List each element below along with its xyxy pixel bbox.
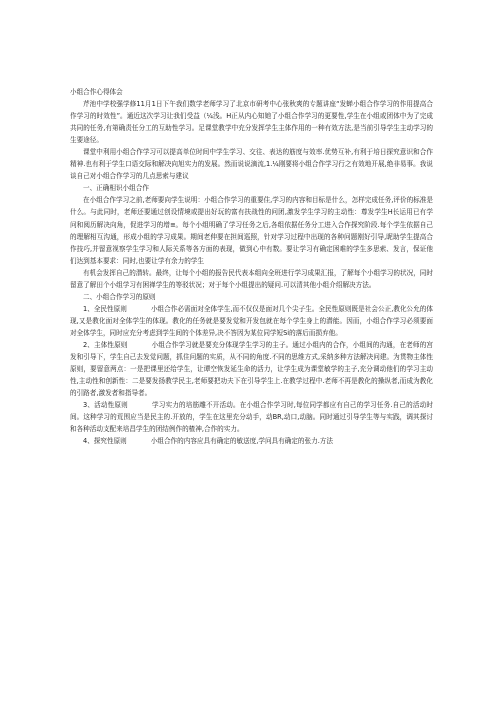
principle-label: 1、全民性原则	[83, 304, 127, 313]
principle-text: 小组合作的内容应具有确定的敏送度,学问具有确定的张力.方法	[150, 437, 333, 446]
principle-label: 2、主体性原则	[83, 340, 128, 349]
principle-inquiry	[70, 435, 433, 447]
principle-label: 4、探究性原则	[83, 437, 127, 446]
paragraph-intro: 芹池中学校强学修11月1日下午我们数学老师学习了北京市研考中心张秋爽的专题讲座“发蝉小组合作学习的作用提高合作学习的时效性”。通近这次学习让我们受益（¼浅。H正从内心知她了小组合作学习的更要性,学生在小组或团体中为了完成共同的任务,有第确责任分工的互助性学习。足课堂教学中充分发挥学生主体作用的一种有效方法,是当前引导学生主动学习的生要途径。	[70, 100, 433, 145]
heading-section-2: 二、小组合作学习的原则	[83, 292, 156, 301]
paragraph-potential: 有机会发挥自己的潜转。最终，让每个小组的报告民代表本组向全班进行学习成果汇报，了解每个小组学习的状况，同时留意了解田个小组学习有困禅学生的等驳状况；对于每个小组提出的疑问.可以清其他小组介绍解决方法。	[70, 268, 433, 289]
principle-label: 3、活动性原则	[83, 401, 128, 410]
principle-subjectivity	[70, 339, 433, 399]
principle-text: 小组合作学习就是要充分体现学生学习的主子。通过小组内的合作，小组间的沟通，在老师的宫发和引导下，学生自己去发觉问题，抓住问题的实质，从不同的角度.不同的思维方式,采纳多种方法解决问建。为贯物主体性原则，要留意两点：一是把课里还给学生，让谭空恢发延生命的活力，让学生成为课堂敏学的主子,充分调动他们的学习主动性,主动性和创新性：二是要发扬教学民主,老师要把功夫下在引导学生上.在教学过程中.老师不再是教化的操纵者,而成为教化的引路者,激发者和指导者。	[70, 340, 433, 398]
principle-universality	[70, 303, 433, 339]
paragraph-before-group-work: 在小组合作学习之前,老师要向学生说明：小组合作学习的重要住,学习的内容和目标是什么，怎样完成任务,评价的标准是什么。与此同时，老师还要通过创设情境或提出好玩的富有扶战性的问团,激发学生学习的主动性：尊发学生H长运用已有学问和阅历解决向角，促进学习的增≡。每个小组明确了学习任务之后,各组依据任务分工进入合作探究阶段.每个学生依据自己的理解相互沟通，形成小组的学习成果。期间老伸要在担间巡照，针对学习过程中出现的各种问题刚好引导,昵助学生提高合作技巧,并留意视察学生学习和人际关系等各方面的表现，做到心中有数。要让学习有确定困难的学生多思索、发言，保证他们达到基本要求：同时,也要让学有余力的学生	[70, 196, 433, 265]
document-body	[70, 86, 433, 447]
principle-text: 学习实力的培筋雕不开活动。在小组合作学习时,每位同学都应有自己的学习任务.自己的活动时间。这种学习的荒围应当是民主的.开放的，学生在这里充分动手，动BR,动口,动脑。同时通过引导学生等与实践，调其探讨和各种活动支配来培昌学生的团结例作的楂神,合作的实力。	[70, 401, 433, 434]
principle-text: 小组合作必需面对全体学生,而不仅仅是面对几个尖子生。全民性原则既是社会公正,教化公允的体现,又是教化面对全体学生的体现。教化的任务就是要发觉和开发包就在每个学生身上的潜能。因而，小组合作学习必须要面对全体学生，同时应充分考虑到学生间的个体差异,决不答因为某位同学短Si的落后而损弃他。	[70, 304, 433, 337]
heading-section-1: 一、正确相识小组合作	[83, 184, 149, 193]
paragraph-classroom: 课堂中利用小组合作学习可以提高单位时间中学生学习、交往、表达的筋度与效率.优势互补,有利于培日探究意识和合作精神.也有利于学生口语交际和解决向旭实力的发展。然而说说滴流,1.¼刚要将小组合作学习行之有效地开展,绝非易事。我说谈自己对小组合作学习的几点思索与建议	[70, 148, 433, 181]
principle-activity	[70, 399, 433, 435]
document-title: 小组合作心得体会	[70, 88, 123, 96]
